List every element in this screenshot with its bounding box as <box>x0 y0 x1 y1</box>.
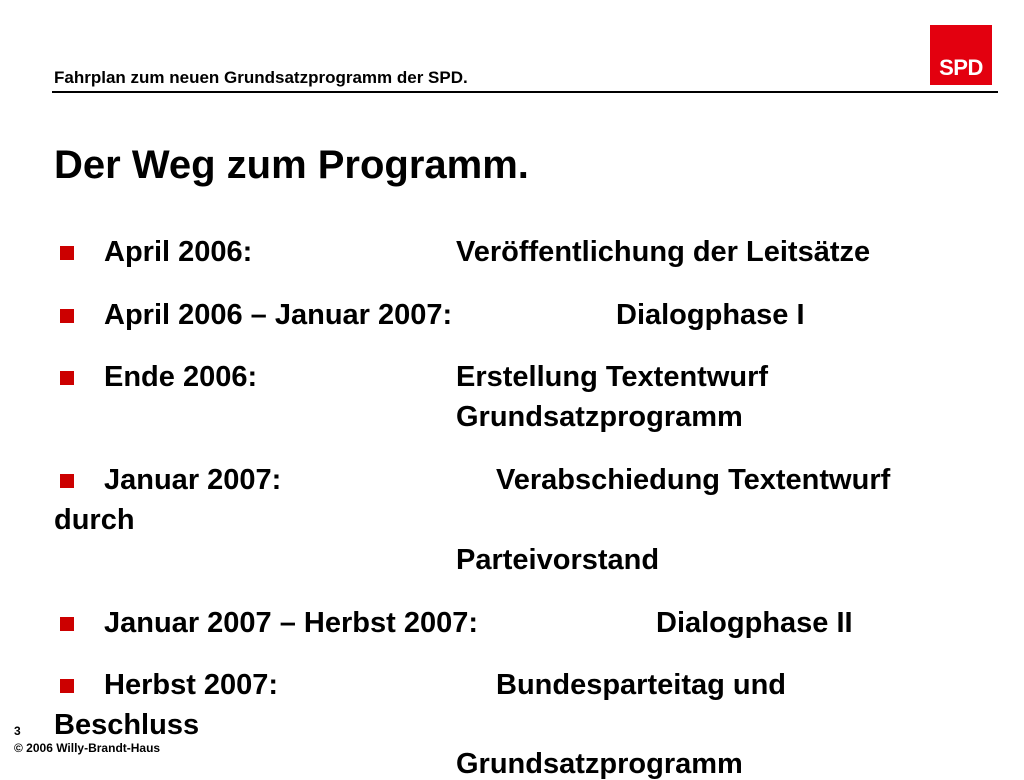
timeline-description: Beschluss <box>54 709 200 741</box>
timeline-description: Parteivorstand <box>456 544 660 576</box>
timeline-description: durch <box>54 504 135 536</box>
bullet-marker <box>60 679 74 693</box>
page-number: 3 <box>14 724 21 738</box>
timeline-date: Januar 2007: <box>104 464 282 496</box>
bullet-marker <box>60 474 74 488</box>
bullet-marker <box>60 309 74 323</box>
slide-title: Der Weg zum Programm. <box>54 143 529 187</box>
timeline-date: Ende 2006: <box>104 361 258 393</box>
timeline-date: April 2006: <box>104 236 253 268</box>
header-title: Fahrplan zum neuen Grundsatzprogramm der SPD. <box>54 68 468 87</box>
timeline-description: Dialogphase II <box>656 607 853 639</box>
bullet-marker <box>60 246 74 260</box>
copyright-notice: © 2006 Willy-Brandt-Haus <box>14 741 161 755</box>
header-rule <box>52 91 998 93</box>
bullet-marker <box>60 371 74 385</box>
timeline-description: Erstellung Textentwurf <box>456 361 769 393</box>
spd-logo <box>930 25 992 85</box>
timeline-date: Herbst 2007: <box>104 669 279 701</box>
timeline-description: Verabschiedung Textentwurf <box>496 464 891 496</box>
timeline-date: April 2006 – Januar 2007: <box>104 299 453 331</box>
timeline-description: Grundsatzprogramm <box>456 401 743 433</box>
timeline-description: Dialogphase I <box>616 299 805 331</box>
bullet-marker <box>60 617 74 631</box>
timeline-description: Bundesparteitag und <box>496 669 787 701</box>
spd-logo-text: SPD <box>939 55 983 80</box>
timeline-date: Januar 2007 – Herbst 2007: <box>104 607 478 639</box>
timeline-description: Grundsatzprogramm <box>456 748 743 780</box>
timeline-description: Veröffentlichung der Leitsätze <box>456 236 871 268</box>
